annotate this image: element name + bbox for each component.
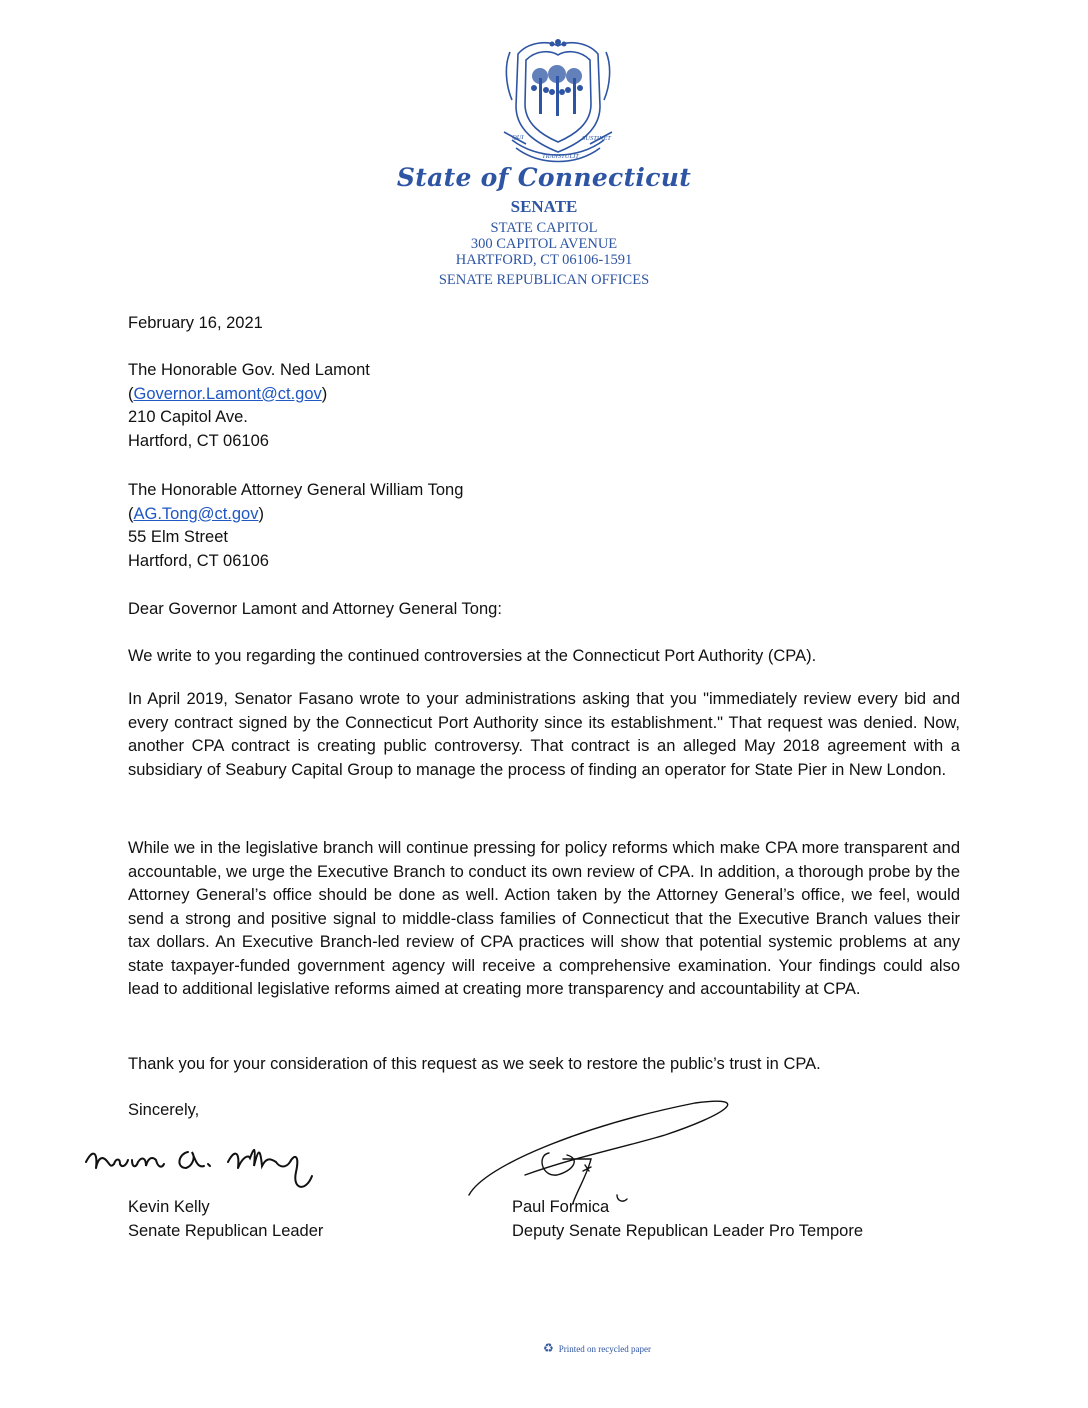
letterhead-office: SENATE REPUBLICAN OFFICES: [438, 272, 650, 288]
recipient-name: The Honorable Attorney General William Tong: [128, 481, 464, 499]
recipient-block-attorney-general: [128, 479, 960, 573]
seal-motto-right: SUSTINET: [582, 135, 611, 142]
recipient-name: The Honorable Gov. Ned Lamont: [128, 361, 370, 379]
letterhead-title: State of Connecticut: [396, 163, 692, 192]
recycle-icon: ♻: [543, 1341, 554, 1355]
letterhead-chamber: SENATE: [510, 197, 578, 216]
recipient-email-line: (AG.Tong@ct.gov): [128, 504, 264, 523]
footer-text: Printed on recycled paper: [558, 1343, 651, 1354]
letterhead-address-line: 300 CAPITOL AVENUE: [470, 236, 618, 252]
letterhead-address-line: HARTFORD, CT 06106-1591: [455, 252, 633, 268]
closing: Sincerely,: [128, 1101, 200, 1119]
signature-kevin-kelly: [80, 1128, 330, 1198]
signer-name: Kevin Kelly: [128, 1198, 210, 1216]
email-link[interactable]: AG.Tong@ct.gov: [133, 504, 259, 523]
seal-motto-left: QUI: [512, 134, 524, 141]
recycled-paper-footer: [543, 1341, 651, 1356]
signer-title: Deputy Senate Republican Leader Pro Tempore: [512, 1222, 864, 1240]
seal-motto-center: TRANSTULIT: [542, 153, 579, 160]
email-link[interactable]: Governor.Lamont@ct.gov: [133, 384, 322, 403]
salutation: Dear Governor Lamont and Attorney General Tong:: [128, 600, 502, 618]
letter-date: February 16, 2021: [128, 314, 263, 332]
signer-title: Senate Republican Leader: [128, 1222, 324, 1240]
body-paragraph: In April 2019, Senator Fasano wrote to your administrations asking that you "immediately review every bid and every contract signed by the Connecticut Port Authority since its establishment." That request was denied. Now, another CPA contract is creating public controversy. That contract is an alleged May 2018 agreement with a subsidiary of Seabury Capital Group to manage the process of finding an operator for State Pier in New London.: [128, 690, 960, 779]
recipient-block-governor: [128, 359, 960, 453]
recipient-city: Hartford, CT 06106: [128, 551, 269, 570]
recipient-street: 55 Elm Street: [128, 528, 228, 546]
body-paragraph: Thank you for your consideration of this request as we seek to restore the public’s trust in CPA.: [128, 1055, 821, 1073]
recipient-email-line: (Governor.Lamont@ct.gov): [128, 384, 328, 403]
state-seal-logo: [498, 36, 618, 168]
recipient-city: Hartford, CT 06106: [128, 431, 269, 450]
recipient-street: 210 Capitol Ave.: [128, 408, 248, 426]
body-paragraph: We write to you regarding the continued controversies at the Connecticut Port Authority (CPA).: [128, 647, 817, 665]
signature-paul-formica: [465, 1095, 745, 1205]
signer-name: Paul Formica: [512, 1198, 610, 1216]
letterhead-address-line: STATE CAPITOL: [490, 220, 598, 236]
body-paragraph: While we in the legislative branch will continue pressing for policy reforms which make CPA more transparent and accountable, we urge the Executive Branch to conduct its own review of CPA. In addition, a thorough probe by the Attorney General’s office should be done as well. Action taken by the Attorney General’s office, we feel, would send a strong and positive signal to middle-class families of Connecticut that the Executive Branch values their tax dollars. An Executive Branch-led review of CPA practices will show that potential systemic problems at any state taxpayer-funded government agency will receive a comprehensive examination. Your findings could also lead to additional legislative reforms aimed at creating more transparency and accountability at CPA.: [128, 839, 960, 998]
